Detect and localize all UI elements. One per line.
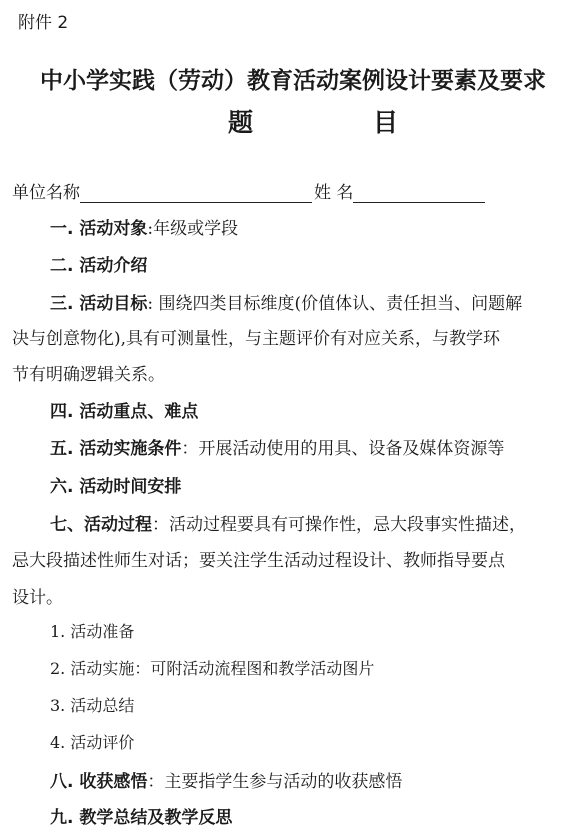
section-heading: 七、活动过程 xyxy=(50,515,152,535)
name-blank[interactable] xyxy=(353,184,485,203)
section-text: 主要指学生参与活动的收获感悟 xyxy=(164,772,403,792)
section-heading: 四. 活动重点、难点 xyxy=(50,402,199,422)
section-5: 五. 活动实施条件：开展活动使用的用具、设备及媒体资源等 xyxy=(50,439,505,459)
section-text: 年级或学段 xyxy=(153,219,239,239)
section-heading: 二. 活动介绍 xyxy=(50,256,148,276)
section-8: 八. 收获感悟：主要指学生参与活动的收获感悟 xyxy=(50,772,403,792)
section-7-cont-2: 设计。 xyxy=(12,588,63,608)
process-item: 1. 活动准备 xyxy=(50,622,135,641)
section-heading: 九. 教学总结及教学反思 xyxy=(50,808,233,828)
section-1: 一. 活动对象:年级或学段 xyxy=(50,219,239,239)
section-text: 围绕四类目标维度(价值体认、责任担当、问题解 xyxy=(158,294,523,314)
section-text: 活动过程要具有可操作性，忌大段事实性描述， xyxy=(169,515,526,535)
unit-line xyxy=(12,178,485,203)
section-text: 开展活动使用的用具、设备及媒体资源等 xyxy=(198,439,505,459)
section-3-cont-1: 决与创意物化),具有可测量性，与主题评价有对应关系，与教学环 xyxy=(12,329,501,349)
section-4 xyxy=(50,397,198,422)
subtitle-left: 题 xyxy=(228,108,254,137)
section-6 xyxy=(50,472,181,497)
subtitle-right: 目 xyxy=(372,108,398,137)
section-heading: 三. 活动目标 xyxy=(50,294,148,314)
document-title: 中小学实践（劳动）教育活动案例设计要素及要求 xyxy=(40,68,546,94)
section-heading: 六. 活动时间安排 xyxy=(50,477,182,497)
section-7: 七、活动过程：活动过程要具有可操作性，忌大段事实性描述， xyxy=(50,515,526,535)
section-3: 三. 活动目标: 围绕四类目标维度(价值体认、责任担当、问题解 xyxy=(50,294,523,314)
section-7-cont-1: 忌大段描述性师生对话；要关注学生活动过程设计、教师指导要点 xyxy=(12,551,505,571)
section-heading: 五. 活动实施条件 xyxy=(50,439,182,459)
attachment-label: 附件 2 xyxy=(18,13,69,33)
section-2 xyxy=(50,251,147,276)
section-heading: 八. 收获感悟 xyxy=(50,772,148,792)
subtitle xyxy=(228,103,398,139)
section-heading: 一. 活动对象 xyxy=(50,219,148,239)
unit-blank[interactable] xyxy=(80,184,312,203)
section-3-cont-2: 节有明确逻辑关系。 xyxy=(12,365,165,385)
process-item: 2. 活动实施：可附活动流程图和教学活动图片 xyxy=(50,659,375,678)
process-item: 3. 活动总结 xyxy=(50,696,135,715)
unit-label: 单位名称 xyxy=(12,183,80,203)
section-9 xyxy=(50,803,232,828)
process-item: 4. 活动评价 xyxy=(50,733,135,752)
name-label: 姓 名 xyxy=(314,183,354,203)
